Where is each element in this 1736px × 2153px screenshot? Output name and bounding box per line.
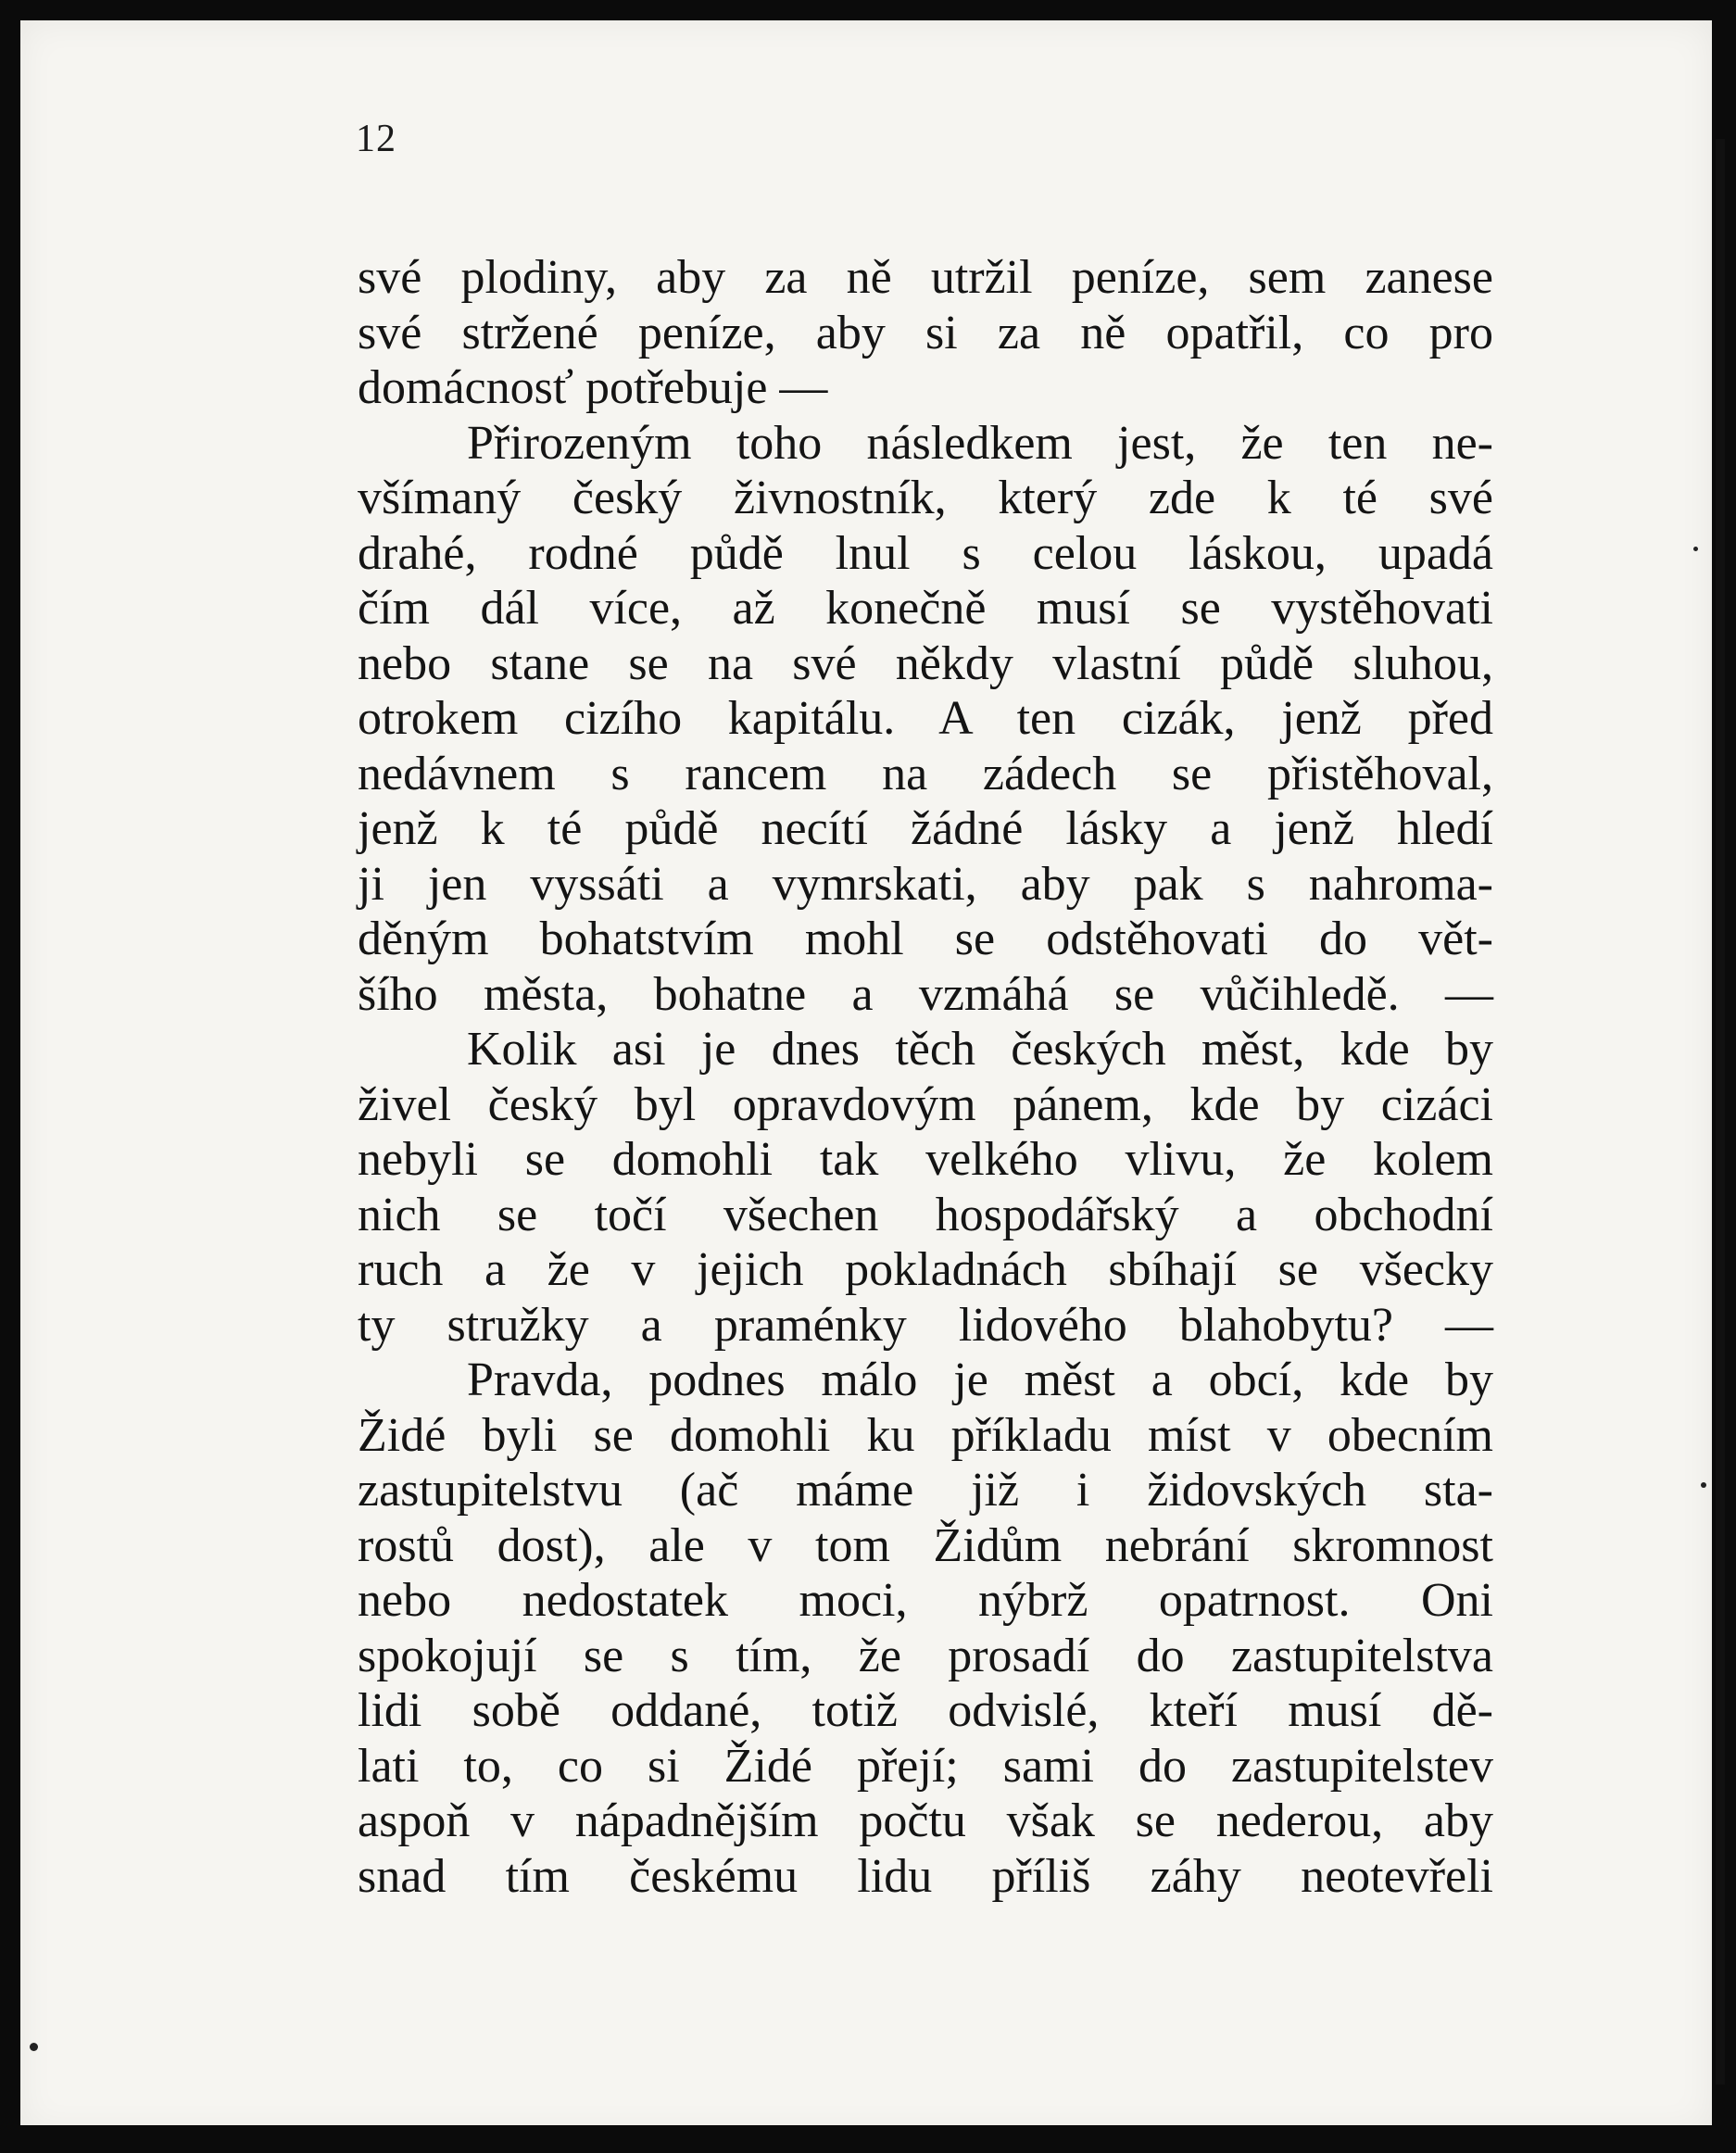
- text-line: drahé, rodné půdě lnul s celou láskou, upadá: [358, 526, 1493, 580]
- text-line: nich se točí všechen hospodářský a obchodní: [358, 1188, 1493, 1241]
- body-text: [358, 250, 1493, 1904]
- text-line: otrokem cizího kapitálu. A ten cizák, jenž před: [358, 692, 1493, 745]
- paper-sheet: [20, 20, 1712, 2133]
- text-line: rostů dost), ale v tom Židům nebrání skromnost: [358, 1518, 1493, 1572]
- text-line: lati to, co si Židé přejí; sami do zastupitelstev: [358, 1739, 1493, 1793]
- text-line: všímaný český živnostník, který zde k té své: [358, 472, 1493, 524]
- text-line: čím dál více, až konečně musí se vystěhovati: [358, 582, 1493, 635]
- dust-speck: [1701, 1482, 1706, 1488]
- text-line: ruch a že v jejich pokladnách sbíhají se všecky: [358, 1243, 1493, 1296]
- text-line: snad tím českému lidu příliš záhy neotevřeli: [358, 1849, 1493, 1903]
- text-line: děným bohatstvím mohl se odstěhovati do vět-: [358, 913, 1493, 965]
- text-line: nebo nedostatek moci, nýbrž opatrnost. Oni: [358, 1574, 1493, 1627]
- text-line: jenž k té půdě necítí žádné lásky a jenž hledí: [358, 802, 1493, 855]
- text-line: ji jen vyssáti a vymrskati, aby pak s nahroma-: [358, 857, 1493, 911]
- dust-speck: [30, 2043, 38, 2051]
- text-line: Židé byli se domohli ku příkladu míst v obecním: [358, 1408, 1493, 1462]
- text-line: ty stružky a praménky lidového blahobytu? —: [358, 1298, 1493, 1352]
- text-line: své stržené peníze, aby si za ně opatřil, co pro: [358, 306, 1493, 359]
- scan-bottom-edge: [0, 2125, 1736, 2153]
- dust-speck: [1693, 547, 1698, 551]
- text-line: nedávnem s rancem na zádech se přistěhoval,: [358, 747, 1493, 800]
- text-line: Kolik asi je dnes těch českých měst, kde by: [467, 1023, 1493, 1076]
- binding-edge: [1716, 139, 1725, 2084]
- text-line: lidi sobě oddané, totiž odvislé, kteří musí dě-: [358, 1684, 1493, 1737]
- text-line: šího města, bohatne a vzmáhá se vůčihledě. —: [358, 967, 1493, 1021]
- text-line: nebo stane se na své někdy vlastní půdě sluhou,: [358, 636, 1493, 690]
- text-line: Přirozeným toho následkem jest, že ten ne-: [467, 416, 1493, 470]
- text-line: domácnosť potřebuje —: [358, 361, 828, 414]
- text-line: zastupitelstvu (ač máme již i židovských sta-: [358, 1464, 1493, 1517]
- text-line: nebyli se domohli tak velkého vlivu, že kolem: [358, 1133, 1493, 1186]
- text-line: živel český byl opravdovým pánem, kde by cizáci: [358, 1077, 1493, 1131]
- page-number: 12: [356, 118, 396, 160]
- text-line: Pravda, podnes málo je měst a obcí, kde by: [467, 1353, 1493, 1406]
- text-line: své plodiny, aby za ně utržil peníze, sem zanese: [358, 251, 1493, 304]
- text-line: aspoň v nápadnějším počtu však se nederou, aby: [358, 1794, 1493, 1847]
- text-line: spokojují se s tím, že prosadí do zastupitelstva: [358, 1629, 1493, 1682]
